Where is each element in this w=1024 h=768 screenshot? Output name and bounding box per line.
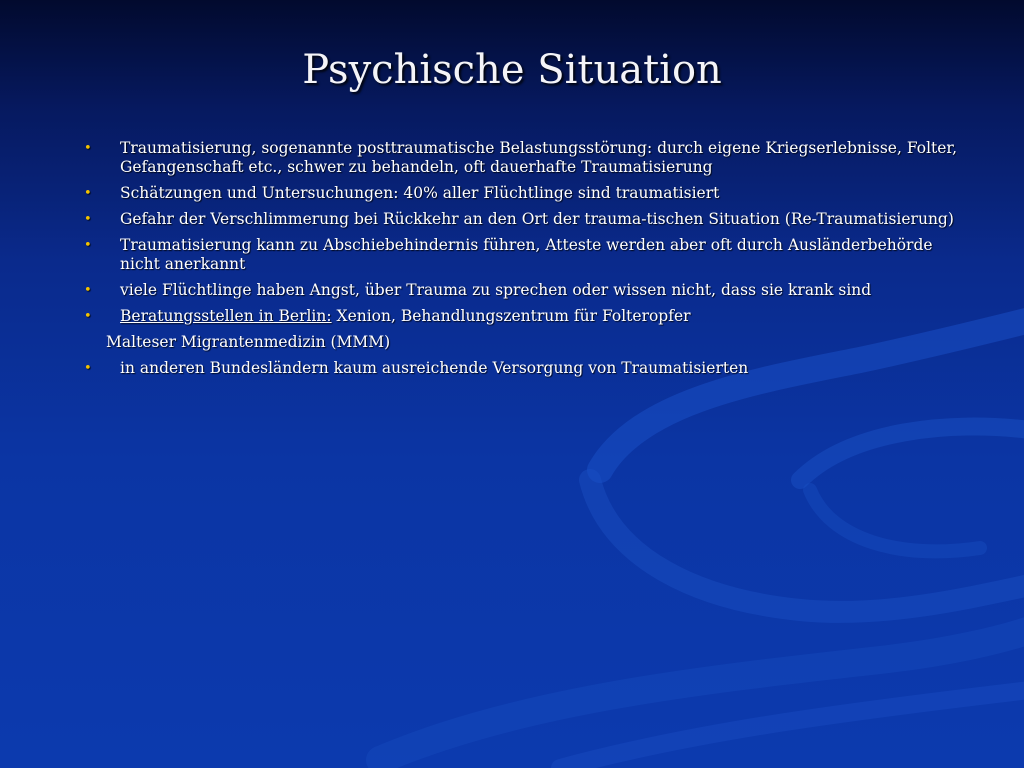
list-item-text: Traumatisierung kann zu Abschiebehindernis führen, Atteste werden aber oft durch Ausländerbehörde nicht anerkannt — [120, 236, 933, 273]
list-item — [84, 236, 964, 274]
slide-title: Psychische Situation — [302, 47, 722, 93]
bullet-icon: • — [84, 238, 92, 253]
list-item-text: Xenion, Behandlungszentrum für Folteropfer — [331, 307, 691, 325]
bullet-icon: • — [84, 141, 92, 156]
berlin-counseling-label: Beratungsstellen in Berlin: — [120, 307, 332, 325]
list-item — [84, 307, 964, 326]
list-item — [84, 359, 964, 378]
list-item — [84, 184, 964, 203]
list-item-text: Malteser Migrantenmedizin (MMM) — [106, 333, 391, 351]
list-item-text: in anderen Bundesländern kaum ausreichende Versorgung von Traumatisierten — [120, 359, 749, 377]
bullet-icon: • — [84, 283, 92, 298]
list-item-text: Schätzungen und Untersuchungen: 40% aller Flüchtlinge sind traumatisiert — [120, 184, 720, 202]
list-item — [84, 139, 964, 177]
list-item-text: Gefahr der Verschlimmerung bei Rückkehr an den Ort der trauma-tischen Situation (Re-Traumatisierung) — [120, 210, 954, 228]
list-item-text: viele Flüchtlinge haben Angst, über Trauma zu sprechen oder wissen nicht, dass sie krank sind — [120, 281, 872, 299]
bullet-icon: • — [84, 361, 92, 376]
list-item — [84, 281, 964, 300]
list-continuation-line — [84, 333, 964, 352]
bullet-icon: • — [84, 212, 92, 227]
list-item — [84, 210, 964, 229]
bullet-list — [84, 139, 964, 385]
bullet-icon: • — [84, 309, 92, 324]
list-item-text: Traumatisierung, sogenannte posttraumatische Belastungsstörung: durch eigene Kriegserlebnisse, Folter, Gefangenschaft etc., schwer zu behandeln, oft dauerhafte Traumatisierung — [120, 139, 958, 176]
bullet-icon: • — [84, 186, 92, 201]
